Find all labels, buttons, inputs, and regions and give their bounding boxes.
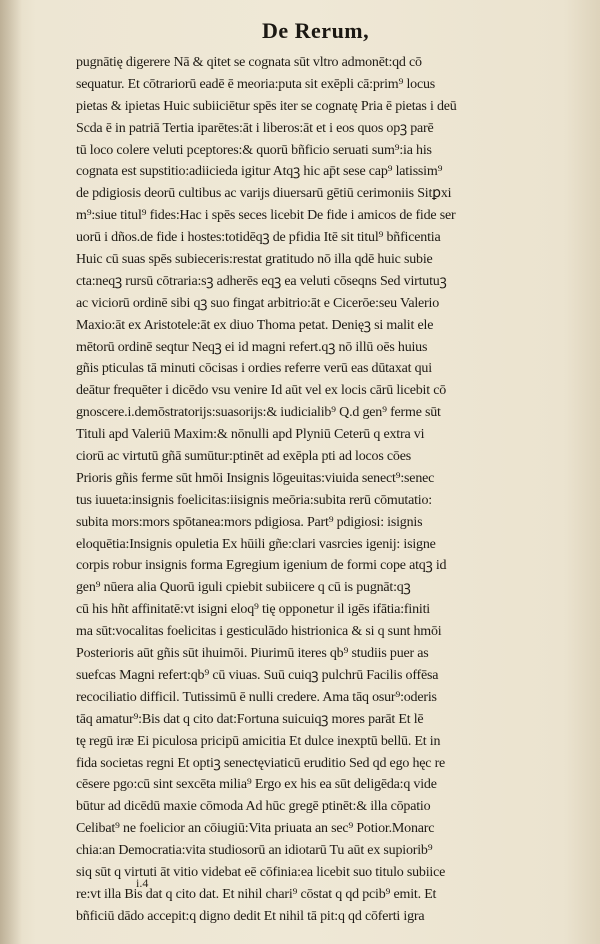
text-line: cēsere pgo:cū sint sexcēta milia⁹ Ergo ex his ea sūt deligēda:q vide — [76, 777, 437, 793]
text-line: bñficiū dādo accepit:q digno dedit Et nihil tā pit:q qd cōferti igra — [76, 908, 425, 924]
text-line: uorū i dños.de fide i hostes:totidēqꝫ de pfidia Itē sit titul⁹ bñficentia — [76, 230, 441, 246]
text-line: cū his hñt affinitatē:vt isigni eloq⁹ tię opponetur il igēs ifātia:finiti — [76, 602, 430, 618]
text-line: pugnātię digerere Nā & qitet se cognata sūt vltro admonēt:qd cō — [76, 55, 422, 70]
text-line: Prioris gñis ferme sūt hmōi Insignis lōgeuitas:viuida senect⁹:senec — [76, 470, 435, 486]
text-line: gen⁹ nūera alia Quorū iguli cpiebit subiicere q cū is pugnāt:qꝫ — [76, 580, 411, 596]
text-line: Scda ē in patriā Tertia iparētes:āt i liberos:āt et i eos quos opꝫ parē — [76, 120, 434, 136]
text-line: cta:neqꝫ rursū cōtraria:sꝫ adherēs eqꝫ ea veluti cōseqns Sed virtutuꝫ — [76, 273, 447, 289]
text-line: gnoscere.i.demōstratorijs:suasorijs:& iudicialib⁹ Q.d gen⁹ ferme sūt — [76, 405, 441, 421]
text-line: corpis robur insignis forma Egregium igenium de formi cope atqꝫ id — [76, 558, 447, 574]
text-line: mētorū ordinē seqtur Neqꝫ ei id magni refert.qꝫ nō illū oēs huius — [76, 339, 428, 355]
text-line: sequatur. Et cōtrariorū eadē ē meoria:puta sit exēpli cā:prim⁹ locus — [76, 76, 436, 92]
text-line: fida societas regni Et optiꝫ senectęviaticū eruditio Sed qd ego hęc re — [76, 755, 446, 771]
text-line: re:vt illa Bis dat q cito dat. Et nihil chari⁹ cōstat q qd pcib⁹ emit. Et — [76, 886, 437, 902]
signature-mark: i.4 — [136, 876, 149, 890]
text-line: tū loco colere veluti pceptores:& quorū bñficio seruati sum⁹:ia his — [76, 142, 432, 158]
text-line: Tituli apd Valeriū Maxim:& nōnulli apd Plyniū Ceterū q extra vi — [76, 427, 425, 443]
gutter-shadow — [0, 0, 22, 944]
text-line: Posterioris aūt gñis sūt ihuimōi. Piurimū iteres qb⁹ studiis puer as — [76, 646, 429, 662]
text-line: deātur frequēter i dicēdo vsu venire Id aūt vel ex locis cārū licebit cō — [76, 383, 447, 399]
running-head: De Rerum, — [262, 18, 370, 43]
text-line: recociliatio difficil. Tutissimū ē nulli credere. Ama tāq osur⁹:oderis — [76, 689, 437, 705]
text-line: Maxio:āt ex Aristotele:āt ex diuo Thoma petat. Denięꝫ si malit ele — [76, 317, 434, 333]
text-line: chia:an Democratia:vita studiosorū an idiotarū Tu aūt ex supiorib⁹ — [76, 843, 433, 859]
text-line: suefcas Magni refert:qb⁹ cū viuas. Suū cuiqꝫ pulchrū Facilis offēsa — [76, 667, 439, 683]
body-text — [76, 52, 578, 928]
text-line: gñis pticulas tā minuti cōcisas i ordies referre verū eas dūtaxat qui — [76, 361, 432, 377]
text-line: ma sūt:vocalitas foelicitas i gesticulādo histrionica & si q sunt hmōi — [76, 624, 442, 640]
text-line: Celibat⁹ ne foelicior an cōiugiū:Vita priuata an sec⁹ Potior.Monarc — [76, 821, 435, 837]
text-line: siq sūt q virtuti āt vitio videbat eē cōfinia:ea licebit suo titulo subiice — [76, 864, 446, 880]
text-line: subita mors:mors spōtanea:mors pdigiosa. Part⁹ pdigiosi: isignis — [76, 514, 423, 530]
text-line: pietas & ipietas Huic subiiciētur spēs iter se cognatę Pria ē pietas i deū — [76, 98, 457, 114]
text-line: m⁹:siue titul⁹ fides:Hac i spēs seces licebit De fide i amicos de fide ser — [76, 208, 456, 224]
text-line: būtur ad dicēdū maxie cōmoda Ad hūc gregē ptinēt:& illa cōpatio — [76, 799, 431, 815]
text-line: eloquētia:Insignis opuletia Ex hūili gñe:clari vasrcies igenij: isigne — [76, 536, 436, 552]
text-line: Huic cū suas spēs subieceris:restat gratitudo nō illa qdē huic subie — [76, 252, 433, 268]
text-line: tę regū iræ Ei piculosa pricipū amicitia Et dulce inexptū bellū. Et in — [76, 733, 441, 749]
text-line: cognata est supstitio:adiicieda igitur Atqꝫ hic ap̄t sese cap⁹ latissim⁹ — [76, 164, 443, 180]
text-line: de pdigiosis deorū cultibus ac varijs diuersarū gētiū cerimoniis Sitꝑxi — [76, 186, 452, 202]
text-line: ciorū ac virtutū gñā sumūtur:ptinēt ad exēpla pti ad locos cōes — [76, 449, 411, 465]
text-line: tāq amatur⁹:Bis dat q cito dat:Fortuna suicuiqꝫ mores parāt Et lē — [76, 711, 424, 727]
text-line: ac viciorū ordinē sibi qꝫ suo fingat arbitrio:āt e Cicerōe:seu Valerio — [76, 295, 440, 311]
text-line: tus iuueta:insignis foelicitas:iisignis meōria:subita rerū cōmutatio: — [76, 492, 432, 508]
